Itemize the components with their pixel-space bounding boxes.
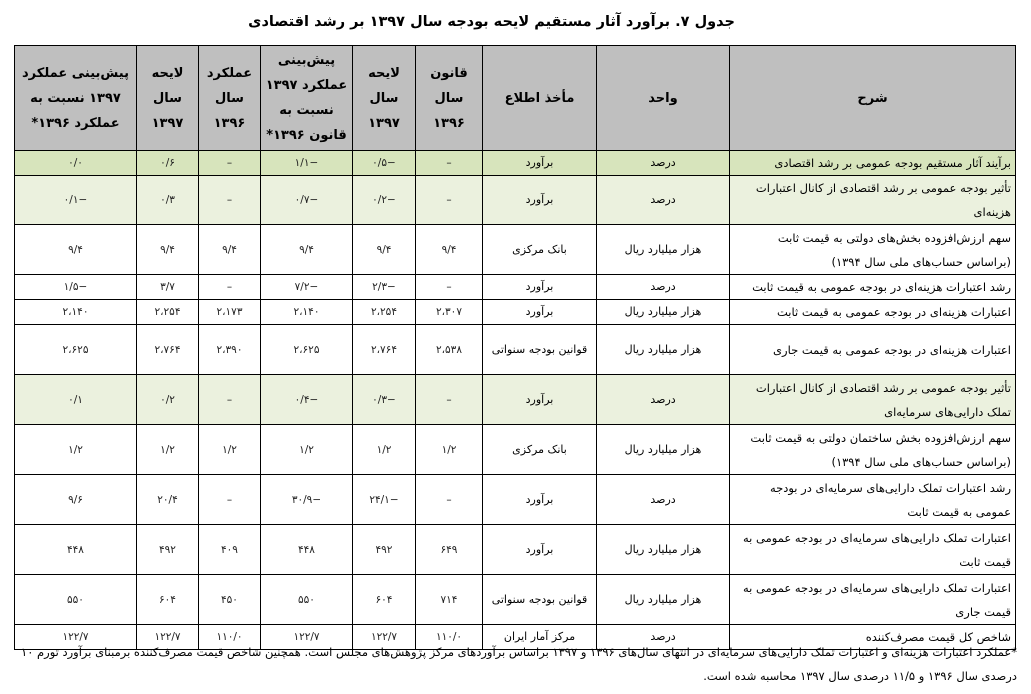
row-value: ۴۴۸ — [15, 525, 137, 575]
header-bill-1397-b: لایحه سال ۱۳۹۷ — [137, 46, 199, 151]
row-value: −۰/۴ — [261, 375, 353, 425]
row-source: برآورد — [483, 151, 597, 176]
row-value: ۶۰۴ — [137, 575, 199, 625]
row-value: – — [416, 475, 483, 525]
row-value: ۴۰۹ — [199, 525, 261, 575]
row-value: ۲،۷۶۴ — [353, 325, 416, 375]
row-unit: هزار میلیارد ریال — [597, 325, 730, 375]
row-value: ۰/۳ — [137, 176, 199, 225]
header-forecast-vs-law: پیش‌بینی عملکرد ۱۳۹۷ نسبت به قانون ۱۳۹۶* — [261, 46, 353, 151]
row-value: ۲،۶۲۵ — [15, 325, 137, 375]
row-value: ۱/۲ — [199, 425, 261, 475]
row-value: – — [199, 176, 261, 225]
table-row — [15, 525, 1016, 575]
header-description: شرح — [730, 46, 1016, 151]
row-value: −۰/۲ — [353, 176, 416, 225]
row-description: سهم ارزش‌افزوده بخش‌های دولتی به قیمت ثابت (براساس حساب‌های ملی سال ۱۳۹۴) — [730, 225, 1016, 275]
row-value: – — [416, 176, 483, 225]
row-value: – — [199, 475, 261, 525]
row-value: – — [416, 151, 483, 176]
row-value: ۹/۴ — [137, 225, 199, 275]
row-value: ۱/۲ — [137, 425, 199, 475]
row-source: برآورد — [483, 375, 597, 425]
row-value: −۲/۳ — [353, 275, 416, 300]
row-value: ۱۱۰/۰ — [199, 625, 261, 650]
row-value: ۱۲۲/۷ — [353, 625, 416, 650]
header-row — [15, 46, 1016, 151]
row-value: ۳/۷ — [137, 275, 199, 300]
row-unit: درصد — [597, 625, 730, 650]
row-unit: درصد — [597, 375, 730, 425]
row-value: – — [416, 275, 483, 300]
row-value: −۳۰/۹ — [261, 475, 353, 525]
row-value: ۲،۱۷۳ — [199, 300, 261, 325]
row-description: رشد اعتبارات هزینه‌ای در بودجه عمومی به قیمت ثابت — [730, 275, 1016, 300]
row-value: ۱۲۲/۷ — [137, 625, 199, 650]
row-value: −۱/۱ — [261, 151, 353, 176]
row-value: ۰/۶ — [137, 151, 199, 176]
row-value: −۷/۲ — [261, 275, 353, 300]
row-value: ۴۴۸ — [261, 525, 353, 575]
row-value: ۱۲۲/۷ — [261, 625, 353, 650]
row-value: ۵۵۰ — [15, 575, 137, 625]
table-row — [15, 575, 1016, 625]
row-unit: درصد — [597, 176, 730, 225]
row-value: – — [416, 375, 483, 425]
table-title: جدول ۷. برآورد آثار مستقیم لایحه بودجه سال ۱۳۹۷ بر رشد اقتصادی — [248, 14, 735, 30]
row-value: ۲،۵۳۸ — [416, 325, 483, 375]
row-value: ۴۵۰ — [199, 575, 261, 625]
row-unit: درصد — [597, 151, 730, 176]
header-performance-1396: عملکرد سال ۱۳۹۶ — [199, 46, 261, 151]
row-source: مرکز آمار ایران — [483, 625, 597, 650]
row-value: ۲،۱۴۰ — [15, 300, 137, 325]
row-value: ۰/۲ — [137, 375, 199, 425]
row-description: اعتبارات هزینه‌ای در بودجه عمومی به قیمت ثابت — [730, 300, 1016, 325]
row-value: −۰/۱ — [15, 176, 137, 225]
row-source: قوانین بودجه سنواتی — [483, 325, 597, 375]
table-row — [15, 325, 1016, 375]
row-value: −۰/۷ — [261, 176, 353, 225]
header-bill-1397: لایحه سال ۱۳۹۷ — [353, 46, 416, 151]
row-source: برآورد — [483, 176, 597, 225]
row-value: ۰/۰ — [15, 151, 137, 176]
row-value: ۷۱۴ — [416, 575, 483, 625]
budget-effects-table — [14, 45, 1016, 650]
row-value: ۲،۱۴۰ — [261, 300, 353, 325]
row-value: ۵۵۰ — [261, 575, 353, 625]
row-source: برآورد — [483, 275, 597, 300]
row-value: – — [199, 275, 261, 300]
row-value: ۹/۴ — [261, 225, 353, 275]
row-value: ۹/۴ — [416, 225, 483, 275]
row-unit: هزار میلیارد ریال — [597, 225, 730, 275]
header-forecast-vs-performance: پیش‌بینی عملکرد ۱۳۹۷ نسبت به عملکرد ۱۳۹۶* — [15, 46, 137, 151]
row-unit: هزار میلیارد ریال — [597, 300, 730, 325]
row-source: بانک مرکزی — [483, 425, 597, 475]
row-unit: درصد — [597, 475, 730, 525]
row-value: ۲،۳۹۰ — [199, 325, 261, 375]
row-value: ۱/۲ — [15, 425, 137, 475]
row-unit: هزار میلیارد ریال — [597, 525, 730, 575]
row-value: ۹/۴ — [353, 225, 416, 275]
row-value: ۴۹۲ — [353, 525, 416, 575]
row-value: ۱۱۰/۰ — [416, 625, 483, 650]
row-value: ۹/۴ — [15, 225, 137, 275]
table-row — [15, 475, 1016, 525]
row-source: بانک مرکزی — [483, 225, 597, 275]
row-value: ۰/۱ — [15, 375, 137, 425]
header-law-1396: قانون سال ۱۳۹۶ — [416, 46, 483, 151]
row-value: ۶۰۴ — [353, 575, 416, 625]
row-value: −۰/۵ — [353, 151, 416, 176]
row-source: برآورد — [483, 300, 597, 325]
row-value: ۱/۲ — [353, 425, 416, 475]
row-unit: هزار میلیارد ریال — [597, 575, 730, 625]
row-value: ۹/۶ — [15, 475, 137, 525]
header-unit: واحد — [597, 46, 730, 151]
header-source: مأخذ اطلاع — [483, 46, 597, 151]
table-row — [15, 176, 1016, 225]
row-source: قوانین بودجه سنواتی — [483, 575, 597, 625]
row-description: اعتبارات هزینه‌ای در بودجه عمومی به قیمت جاری — [730, 325, 1016, 375]
row-description: تأثیر بودجه عمومی بر رشد اقتصادی از کانال اعتبارات تملک دارایی‌های سرمایه‌ای — [730, 375, 1016, 425]
row-value: ۲،۷۶۴ — [137, 325, 199, 375]
row-source: برآورد — [483, 525, 597, 575]
row-value: – — [199, 375, 261, 425]
row-source: برآورد — [483, 475, 597, 525]
table-row — [15, 300, 1016, 325]
row-value: −۲۴/۱ — [353, 475, 416, 525]
table-row — [15, 225, 1016, 275]
table-row — [15, 375, 1016, 425]
row-value: ۲،۲۵۴ — [137, 300, 199, 325]
row-value: ۹/۴ — [199, 225, 261, 275]
row-description: اعتبارات تملک دارایی‌های سرمایه‌ای در بودجه عمومی به قیمت ثابت — [730, 525, 1016, 575]
table-row — [15, 275, 1016, 300]
row-value: −۰/۳ — [353, 375, 416, 425]
row-description: رشد اعتبارات تملک دارایی‌های سرمایه‌ای در بودجه عمومی به قیمت ثابت — [730, 475, 1016, 525]
row-value: ۱/۲ — [261, 425, 353, 475]
row-description: شاخص کل قیمت مصرف‌کننده — [730, 625, 1016, 650]
row-unit: هزار میلیارد ریال — [597, 425, 730, 475]
table-row — [15, 425, 1016, 475]
row-value: ۲،۶۲۵ — [261, 325, 353, 375]
row-description: اعتبارات تملک دارایی‌های سرمایه‌ای در بودجه عمومی به قیمت جاری — [730, 575, 1016, 625]
row-value: −۱/۵ — [15, 275, 137, 300]
row-value: ۲۰/۴ — [137, 475, 199, 525]
row-unit: درصد — [597, 275, 730, 300]
row-value: – — [199, 151, 261, 176]
row-value: ۱/۲ — [416, 425, 483, 475]
row-value: ۴۹۲ — [137, 525, 199, 575]
row-description: تأثیر بودجه عمومی بر رشد اقتصادی از کانال اعتبارات هزینه‌ای — [730, 176, 1016, 225]
row-description: سهم ارزش‌افزوده بخش ساختمان دولتی به قیمت ثابت (براساس حساب‌های ملی سال ۱۳۹۴) — [730, 425, 1016, 475]
row-value: ۲،۳۰۷ — [416, 300, 483, 325]
row-description: برآیند آثار مستقیم بودجه عمومی بر رشد اقتصادی — [730, 151, 1016, 176]
row-value: ۶۴۹ — [416, 525, 483, 575]
table-row — [15, 151, 1016, 176]
row-value: ۱۲۲/۷ — [15, 625, 137, 650]
row-value: ۲،۲۵۴ — [353, 300, 416, 325]
footnote: *عملکرد اعتبارات هزینه‌ای و اعتبارات تملک دارایی‌های سرمایه‌ای در انتهای سال‌های ۱۳۹۶ و ۱۳۹۷ براساس برآوردهای مرکز پژوهش‌های مجلس است. همچنین شاخص قیمت مصرف‌کننده برمبنای برآورد تورم ۱۰ درصدی سال ۱۳۹۶ و ۱۱/۵ درصدی سال ۱۳۹۷ محاسبه شده است. — [21, 645, 1017, 683]
